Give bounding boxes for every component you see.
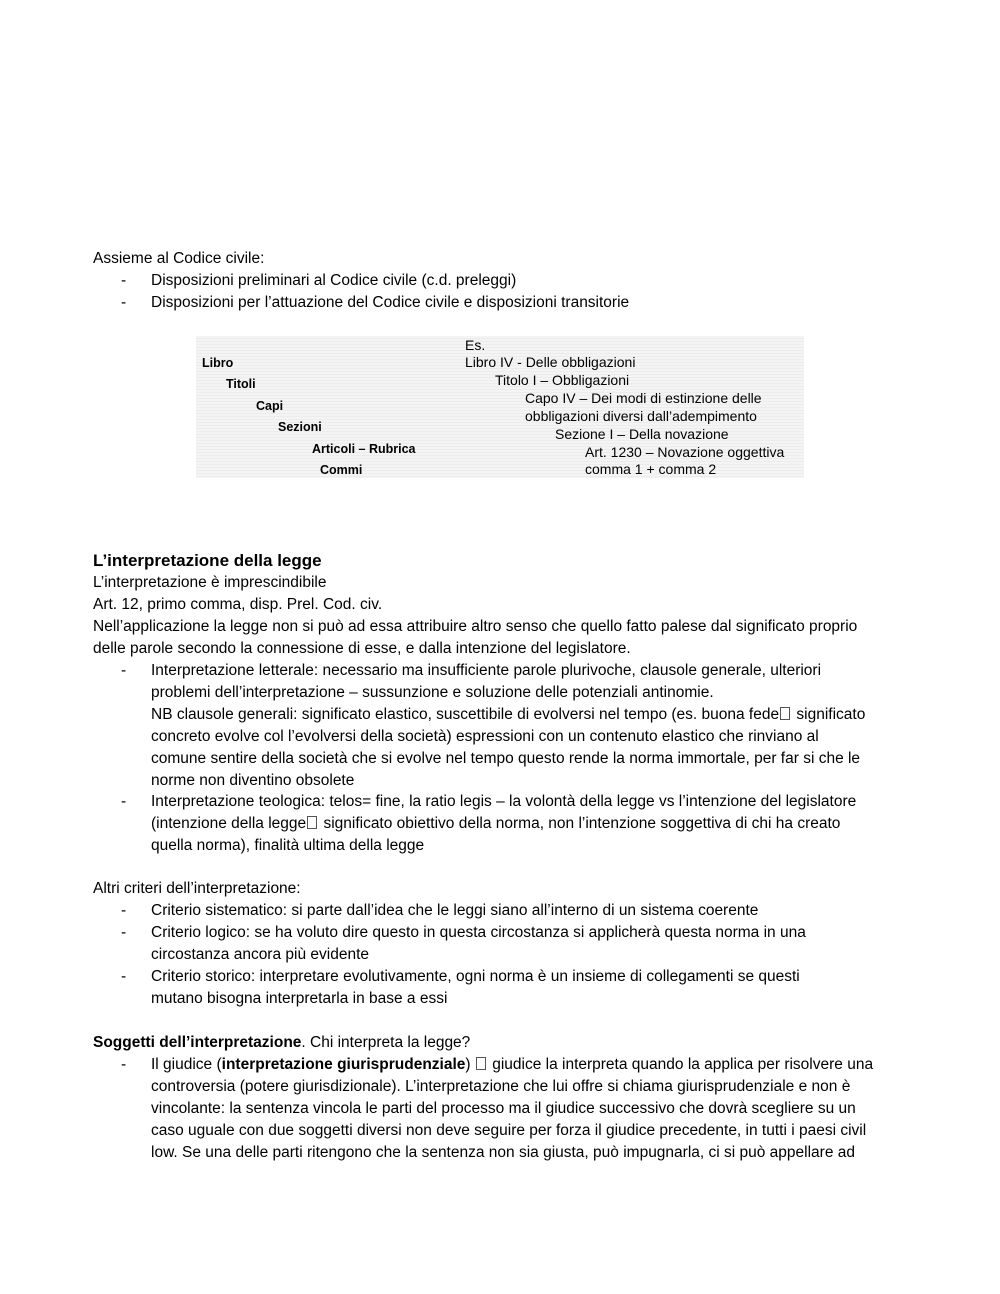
text-run: NB clausole generali: significato elastico, suscettibile di evolversi nel tempo (es. buona fede [151,706,780,723]
bullet-dash: - [121,924,127,941]
list-item: low. Se una delle parti ritengono che la sentenza non sia giusta, può impugnarla, ci si può appellare ad [151,1144,855,1161]
paragraph: delle parole secondo la connessione di esse, e dalla intenzione del legislatore. [93,640,631,657]
text-run: ) [465,1056,471,1073]
list-item: caso uguale con due soggetti diversi non deve seguire per forza il giudice precedente, in tutti i paesi civil [151,1122,867,1139]
text-run: giudice la interpreta quando la applica per risolvere una [492,1056,874,1073]
list-item: mutano bisogna interpretarla in base a essi [151,990,448,1007]
list-item: circostanza ancora più evidente [151,946,369,963]
example-line: Capo IV – Dei modi di estinzione delle [525,390,762,406]
text-run: (intenzione della legge [151,815,307,832]
example-line: comma 1 + comma 2 [585,461,717,477]
text-run: Il giudice ( [151,1056,222,1073]
text-run: significato obiettivo della norma, non l’intenzione soggettiva di chi ha creato [323,815,841,832]
paragraph: L’interpretazione è imprescindibile [93,574,327,591]
bullet-dash: - [121,662,127,679]
bullet-dash: - [121,902,127,919]
list-item: Criterio storico: interpretare evolutivamente, ogni norma è un insieme di collegamenti se questi [151,968,800,985]
list-item [151,704,865,726]
example-line: Libro IV - Delle obbligazioni [465,354,636,370]
list-item: Interpretazione teologica: telos= fine, la ratio legis – la volontà della legge vs l’intenzione del legislatore [151,793,857,810]
example-line: Sezione I – Della novazione [555,426,729,442]
list-item [151,1054,873,1076]
list-item [151,813,840,835]
hierarchy-level: Articoli – Rubrica [312,442,416,456]
paragraph: Altri criteri dell’interpretazione: [93,880,301,897]
list-item: Interpretazione letterale: necessario ma insufficiente parole plurivoche, clausole generale, ulteriori [151,662,822,679]
hierarchy-level: Libro [202,356,234,370]
bullet-dash: - [121,968,127,985]
hierarchy-level: Titoli [226,377,256,391]
example-line: obbligazioni diversi dall’adempimento [525,408,757,424]
text-run-bold: interpretazione giurisprudenziale [221,1056,466,1073]
list-item: concreto evolve col l’evolversi della società) espressioni con un contenuto elastico che rinviano al [151,728,819,745]
hierarchy-level: Commi [320,463,363,477]
missing-glyph-icon [307,816,317,829]
bullet-dash: - [121,272,127,289]
code-structure-figure [196,336,804,478]
missing-glyph-icon [476,1057,486,1070]
paragraph: Art. 12, primo comma, disp. Prel. Cod. civ. [93,596,383,613]
hierarchy-level: Capi [256,399,284,413]
intro-lead: Assieme al Codice civile: [93,250,265,267]
list-item: quella norma), finalità ultima della legge [151,837,425,854]
list-item: Disposizioni per l’attuazione del Codice civile e disposizioni transitorie [151,294,630,311]
list-item: comune sentire della società che si evolve nel tempo questo rende la norma immortale, per far si che le [151,750,861,767]
list-item: problemi dell’interpretazione – sussunzione e soluzione delle potenziali antinomie. [151,684,714,701]
example-line: Art. 1230 – Novazione oggettiva [585,444,785,460]
list-item: Disposizioni preliminari al Codice civile (c.d. preleggi) [151,272,517,289]
list-item: Criterio logico: se ha voluto dire questo in questa circostanza si applicherà questa norma in una [151,924,806,941]
example-line: Titolo I – Obbligazioni [495,372,630,388]
text-run-bold: Soggetti dell’interpretazione [93,1034,302,1051]
hierarchy-level: Sezioni [278,420,322,434]
section-heading: L’interpretazione della legge [93,551,322,570]
list-item: vincolante: la sentenza vincola le parti del processo ma il giudice successivo che dovrà scegliere su un [151,1100,856,1117]
bullet-dash: - [121,294,127,311]
bullet-dash: - [121,793,127,810]
list-item: Criterio sistematico: si parte dall’idea che le leggi siano all’interno di un sistema coerente [151,902,759,919]
text-run: . Chi interpreta la legge? [301,1034,471,1051]
paragraph: Nell’applicazione la legge non si può ad essa attribuire altro senso che quello fatto palese dal significato proprio [93,618,858,635]
example-line: Es. [465,337,486,353]
missing-glyph-icon [780,707,790,720]
list-item: controversia (potere giurisdizionale). L’interpretazione che lui offre si chiama giurisprudenziale e non è [151,1078,851,1095]
list-item: norme non diventino obsolete [151,772,355,789]
bullet-dash: - [121,1056,127,1073]
text-run: significato [796,706,866,723]
paragraph [93,1032,470,1054]
